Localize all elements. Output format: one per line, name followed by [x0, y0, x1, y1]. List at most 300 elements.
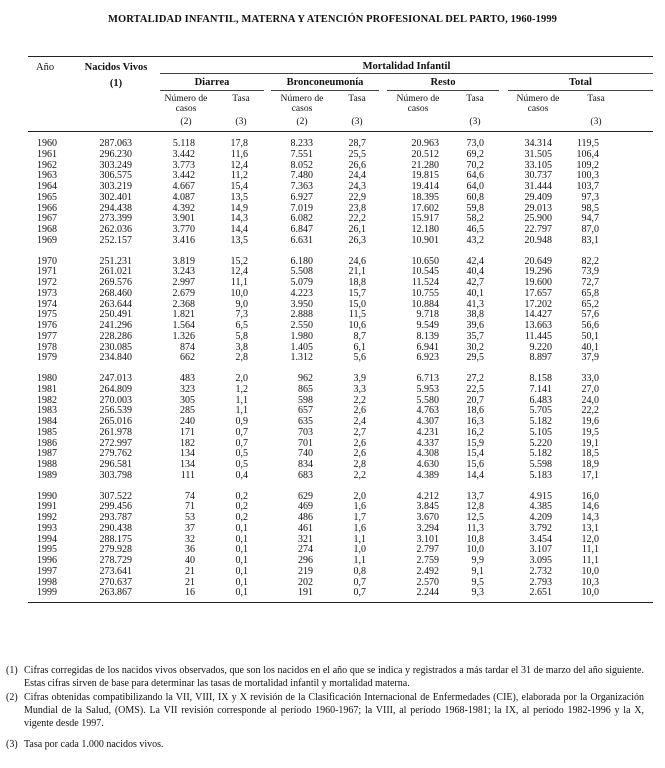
cell-year: 1973	[37, 287, 57, 299]
cell-live-births: 270.637	[99, 576, 132, 588]
cell-resto-rate: 60,8	[466, 191, 484, 203]
cell-resto-rate: 70,2	[466, 159, 484, 171]
cell-total-rate: 83,1	[581, 234, 599, 246]
cell-resto-cases: 21.280	[411, 159, 439, 171]
cell-live-births: 256.539	[99, 405, 132, 417]
cell-resto-rate: 9,5	[471, 576, 484, 588]
cell-bronco-cases: 962	[298, 373, 313, 384]
cell-total-rate: 56,6	[581, 320, 599, 331]
cell-total-cases: 3.792	[529, 522, 552, 534]
cell-resto-rate: 22,5	[466, 383, 484, 395]
table-row	[0, 332, 665, 343]
cell-diarrea-rate: 0,1	[235, 576, 248, 588]
table-row	[0, 353, 665, 364]
cell-bronco-rate: 2,7	[353, 426, 366, 438]
cell-live-births: 296.581	[99, 459, 132, 470]
subgroup-rule-resto	[387, 90, 499, 91]
cell-bronco-rate: 1,6	[353, 501, 366, 513]
page-title: MORTALIDAD INFANTIL, MATERNA Y ATENCIÓN PROFESIONAL DEL PARTO, 1960-1999	[107, 14, 558, 25]
cell-diarrea-rate: 1,2	[235, 383, 248, 395]
cell-total-rate: 22,2	[581, 405, 599, 417]
cell-live-births: 279.928	[99, 544, 132, 556]
cell-total-cases: 14.427	[524, 309, 552, 321]
cell-diarrea-cases: 53	[185, 512, 195, 523]
cell-diarrea-rate: 0,1	[235, 565, 248, 577]
cell-live-births: 269.576	[99, 277, 132, 288]
cell-total-rate: 12,0	[581, 533, 599, 545]
cell-bronco-cases: 740	[298, 448, 313, 460]
cell-year: 1979	[37, 352, 57, 364]
cell-year: 1985	[37, 426, 57, 438]
cell-total-cases: 5.220	[529, 437, 552, 449]
cell-total-cases: 5.182	[529, 448, 552, 460]
subheader-diarrea-cases: Número de casos	[164, 93, 208, 114]
cell-diarrea-rate: 14,4	[230, 224, 248, 235]
cell-bronco-cases: 1.405	[290, 341, 313, 353]
cell-diarrea-cases: 71	[185, 501, 195, 513]
cell-resto-cases: 4.212	[416, 490, 439, 502]
cell-total-rate: 87,0	[581, 224, 599, 235]
cell-diarrea-cases: 1.821	[172, 309, 195, 321]
header-group-bronconeumonia: Bronconeumonía	[286, 77, 364, 88]
cell-year: 1977	[37, 330, 57, 342]
cell-year: 1992	[37, 512, 57, 523]
cell-diarrea-rate: 0,1	[235, 587, 248, 599]
table-row	[0, 588, 665, 599]
cell-diarrea-rate: 0,4	[235, 469, 248, 481]
cell-bronco-cases: 219	[298, 565, 313, 577]
cell-bronco-cases: 7.551	[290, 148, 313, 160]
cell-resto-rate: 15,9	[466, 437, 484, 449]
cell-total-cases: 13.663	[524, 320, 552, 331]
cell-diarrea-rate: 12,4	[230, 159, 248, 171]
footnote-text: Cifras corregidas de los nacidos vivos observados, que son los nacidos en el año que se indica y registrados a más tardar el 31 de marzo del año siguiente. Estas cifras sirven de base para determinar las tasas de mortalidad infantil y mortalidad materna.	[24, 665, 644, 689]
cell-total-cases: 34.314	[524, 138, 552, 149]
cell-total-cases: 29.013	[524, 202, 552, 214]
cell-resto-cases: 4.308	[416, 448, 439, 460]
cell-diarrea-cases: 16	[185, 587, 195, 599]
subheader-diarrea-rate: Tasa	[232, 93, 250, 104]
mortality-group-rule	[160, 73, 653, 74]
cell-year: 1969	[37, 234, 57, 246]
cell-diarrea-cases: 240	[180, 416, 195, 427]
header-year: Año	[36, 62, 55, 73]
cell-diarrea-rate: 15,2	[230, 255, 248, 267]
cell-live-births: 293.787	[99, 512, 132, 523]
cell-total-rate: 82,2	[581, 255, 599, 267]
cell-bronco-cases: 7.019	[290, 202, 313, 214]
cell-total-cases: 3.095	[529, 555, 552, 566]
cell-resto-rate: 12,5	[466, 512, 484, 523]
cell-bronco-rate: 24,3	[348, 181, 366, 192]
cell-resto-rate: 40,4	[466, 266, 484, 278]
cell-bronco-cases: 461	[298, 522, 313, 534]
cell-resto-rate: 59,8	[466, 202, 484, 214]
cell-resto-cases: 4.389	[416, 469, 439, 481]
cell-total-rate: 27,0	[581, 383, 599, 395]
cell-live-births: 296.230	[99, 148, 132, 160]
cell-year: 1978	[37, 341, 57, 353]
cell-year: 1987	[37, 448, 57, 460]
cell-resto-rate: 12,8	[466, 501, 484, 513]
cell-bronco-rate: 1,1	[353, 533, 366, 545]
cell-bronco-cases: 7.363	[290, 181, 313, 192]
cell-resto-cases: 3.101	[416, 533, 439, 545]
cell-year: 1981	[37, 383, 57, 395]
cell-live-births: 279.762	[99, 448, 132, 460]
cell-bronco-cases: 8.233	[290, 138, 313, 149]
cell-bronco-cases: 865	[298, 383, 313, 395]
cell-diarrea-cases: 305	[180, 394, 195, 406]
cell-bronco-rate: 0,8	[353, 565, 366, 577]
cell-bronco-cases: 2.888	[290, 309, 313, 321]
footnote-number: (1)	[6, 665, 18, 676]
cell-bronco-rate: 1,1	[353, 555, 366, 566]
cell-resto-cases: 19.815	[411, 170, 439, 182]
cell-resto-cases: 6.713	[416, 373, 439, 384]
cell-resto-rate: 16,2	[466, 426, 484, 438]
cell-bronco-cases: 1.980	[290, 330, 313, 342]
cell-diarrea-rate: 13,5	[230, 234, 248, 246]
cell-bronco-rate: 25,5	[348, 148, 366, 160]
cell-resto-cases: 2.492	[416, 565, 439, 577]
cell-resto-rate: 39,6	[466, 320, 484, 331]
cell-bronco-rate: 24,6	[348, 255, 366, 267]
cell-diarrea-rate: 11,6	[230, 148, 248, 160]
cell-total-rate: 19,6	[581, 416, 599, 427]
footnote-text: Cifras obtenidas compatibilizando la VII, VIII, IX y X revisión de la Clasificación Internacional de Enfermedades (CIE), elaborada por la Organización Mundial de la Salud, (OMS). La VII revisión corresponde al período 1960-1967; la VIII, al período 1968-1981; la IX, al período 1982-1996 y la X, vigente desde 1997.	[24, 692, 644, 729]
table-row	[0, 385, 665, 396]
cell-total-rate: 13,1	[581, 522, 599, 534]
cell-bronco-rate: 1,6	[353, 522, 366, 534]
cell-resto-cases: 4.630	[416, 459, 439, 470]
cell-total-cases: 19.600	[524, 277, 552, 288]
cell-diarrea-cases: 32	[185, 533, 195, 545]
cell-year: 1999	[37, 587, 57, 599]
cell-bronco-rate: 1,7	[353, 512, 366, 523]
cell-bronco-cases: 598	[298, 394, 313, 406]
cell-resto-cases: 4.231	[416, 426, 439, 438]
cell-bronco-cases: 4.223	[290, 287, 313, 299]
cell-year: 1986	[37, 437, 57, 449]
cell-total-cases: 8.158	[529, 373, 552, 384]
cell-year: 1960	[37, 138, 57, 149]
cell-live-births: 263.867	[99, 587, 132, 599]
cell-resto-cases: 11.524	[411, 277, 439, 288]
cell-total-rate: 17,1	[581, 469, 599, 481]
cell-total-rate: 18,5	[581, 448, 599, 460]
cell-total-cases: 17.202	[524, 298, 552, 310]
cell-bronco-rate: 23,8	[348, 202, 366, 214]
cell-live-births: 230.085	[99, 341, 132, 353]
footnote-number: (2)	[6, 692, 18, 703]
cell-diarrea-rate: 0,7	[235, 426, 248, 438]
cell-diarrea-rate: 0,1	[235, 555, 248, 566]
cell-bronco-cases: 321	[298, 533, 313, 545]
cell-resto-rate: 14,4	[466, 469, 484, 481]
cell-year: 1998	[37, 576, 57, 588]
cell-diarrea-cases: 3.819	[172, 255, 195, 267]
subheader-bronco-rate: Tasa	[348, 93, 366, 104]
cell-diarrea-cases: 3.773	[172, 159, 195, 171]
cell-diarrea-rate: 2,8	[235, 352, 248, 364]
cell-total-rate: 10,0	[581, 565, 599, 577]
cell-live-births: 228.286	[99, 330, 132, 342]
cell-resto-rate: 38,8	[466, 309, 484, 321]
cell-total-rate: 16,0	[581, 490, 599, 502]
cell-live-births: 251.231	[99, 255, 132, 267]
cell-live-births: 270.003	[99, 394, 132, 406]
cell-total-cases: 6.483	[529, 394, 552, 406]
cell-live-births: 273.641	[99, 565, 132, 577]
cell-diarrea-rate: 11,1	[230, 277, 248, 288]
table-row	[0, 524, 665, 535]
cell-total-rate: 18,9	[581, 459, 599, 470]
cell-live-births: 299.456	[99, 501, 132, 513]
subheader-total-rate-note: (3)	[590, 116, 602, 127]
cell-bronco-rate: 2,2	[353, 394, 366, 406]
cell-resto-cases: 8.139	[416, 330, 439, 342]
cell-total-cases: 25.900	[524, 213, 552, 225]
header-live-births: Nacidos Vivos	[84, 62, 148, 73]
cell-resto-rate: 42,4	[466, 255, 484, 267]
cell-diarrea-cases: 4.667	[172, 181, 195, 192]
cell-total-cases: 31.505	[524, 148, 552, 160]
cell-bronco-rate: 3,9	[353, 373, 366, 384]
cell-bronco-cases: 6.082	[290, 213, 313, 225]
cell-total-rate: 103,7	[576, 181, 599, 192]
cell-resto-cases: 6.941	[416, 341, 439, 353]
cell-total-cases: 2.732	[529, 565, 552, 577]
cell-diarrea-rate: 7,3	[235, 309, 248, 321]
cell-bronco-cases: 683	[298, 469, 313, 481]
cell-live-births: 261.021	[99, 266, 132, 278]
cell-bronco-rate: 26,3	[348, 234, 366, 246]
cell-year: 1995	[37, 544, 57, 556]
cell-resto-rate: 10,8	[466, 533, 484, 545]
cell-bronco-cases: 6.631	[290, 234, 313, 246]
cell-year: 1983	[37, 405, 57, 417]
cell-year: 1974	[37, 298, 57, 310]
cell-total-cases: 4.385	[529, 501, 552, 513]
cell-bronco-rate: 8,7	[353, 330, 366, 342]
cell-bronco-rate: 3,3	[353, 383, 366, 395]
cell-bronco-rate: 22,9	[348, 191, 366, 203]
cell-resto-rate: 64,0	[466, 181, 484, 192]
subheader-bronco-cases: Número de casos	[280, 93, 324, 114]
cell-diarrea-rate: 12,4	[230, 266, 248, 278]
cell-year: 1980	[37, 373, 57, 384]
subheader-total-rate: Tasa	[587, 93, 605, 104]
cell-live-births: 278.729	[99, 555, 132, 566]
cell-resto-cases: 12.180	[411, 224, 439, 235]
cell-resto-rate: 64,6	[466, 170, 484, 182]
cell-year: 1966	[37, 202, 57, 214]
cell-diarrea-rate: 13,5	[230, 191, 248, 203]
cell-diarrea-rate: 15,4	[230, 181, 248, 192]
cell-bronco-rate: 18,8	[348, 277, 366, 288]
cell-resto-cases: 18.395	[411, 191, 439, 203]
cell-total-cases: 20.948	[524, 234, 552, 246]
cell-bronco-cases: 5.079	[290, 277, 313, 288]
cell-resto-cases: 2.759	[416, 555, 439, 566]
cell-live-births: 302.401	[99, 191, 132, 203]
cell-year: 1972	[37, 277, 57, 288]
cell-resto-rate: 11,3	[466, 522, 484, 534]
subheader-resto-rate-note: (3)	[469, 116, 481, 127]
cell-resto-cases: 4.763	[416, 405, 439, 417]
cell-total-rate: 37,9	[581, 352, 599, 364]
cell-resto-rate: 15,6	[466, 459, 484, 470]
cell-resto-rate: 9,3	[471, 587, 484, 599]
cell-bronco-rate: 15,7	[348, 287, 366, 299]
cell-resto-rate: 10,0	[466, 544, 484, 556]
cell-diarrea-cases: 3.442	[172, 170, 195, 182]
cell-bronco-rate: 26,6	[348, 159, 366, 171]
cell-resto-rate: 15,4	[466, 448, 484, 460]
cell-diarrea-rate: 5,8	[235, 330, 248, 342]
cell-bronco-rate: 2,6	[353, 405, 366, 417]
cell-resto-rate: 20,7	[466, 394, 484, 406]
cell-live-births: 265.016	[99, 416, 132, 427]
cell-diarrea-cases: 74	[185, 490, 195, 502]
cell-bronco-cases: 629	[298, 490, 313, 502]
cell-bronco-rate: 0,7	[353, 587, 366, 599]
cell-bronco-rate: 2,6	[353, 437, 366, 449]
cell-diarrea-cases: 40	[185, 555, 195, 566]
cell-live-births: 288.175	[99, 533, 132, 545]
cell-diarrea-cases: 662	[180, 352, 195, 364]
cell-bronco-cases: 703	[298, 426, 313, 438]
subgroup-rule-total	[508, 90, 653, 91]
cell-resto-rate: 41,3	[466, 298, 484, 310]
cell-bronco-rate: 22,2	[348, 213, 366, 225]
cell-total-cases: 5.598	[529, 459, 552, 470]
cell-bronco-cases: 6.847	[290, 224, 313, 235]
cell-resto-cases: 3.294	[416, 522, 439, 534]
cell-resto-rate: 46,5	[466, 224, 484, 235]
cell-bronco-cases: 191	[298, 587, 313, 599]
cell-diarrea-cases: 21	[185, 576, 195, 588]
footnote-text: Tasa por cada 1.000 nacidos vivos.	[24, 739, 164, 750]
cell-resto-cases: 2.570	[416, 576, 439, 588]
cell-resto-rate: 9,1	[471, 565, 484, 577]
header-group-resto: Resto	[430, 77, 456, 88]
cell-diarrea-cases: 36	[185, 544, 195, 556]
header-bottom-rule	[28, 131, 653, 132]
cell-bronco-rate: 2,8	[353, 459, 366, 470]
cell-year: 1971	[37, 266, 57, 278]
cell-bronco-rate: 21,1	[348, 266, 366, 278]
cell-resto-cases: 15.917	[411, 213, 439, 225]
cell-diarrea-cases: 21	[185, 565, 195, 577]
cell-total-rate: 19,1	[581, 437, 599, 449]
cell-diarrea-cases: 1.564	[172, 320, 195, 331]
cell-resto-cases: 2.797	[416, 544, 439, 556]
header-group-diarrea: Diarrea	[194, 77, 230, 88]
cell-total-rate: 14,6	[581, 501, 599, 513]
cell-diarrea-rate: 1,1	[235, 394, 248, 406]
cell-total-rate: 14,3	[581, 512, 599, 523]
cell-diarrea-rate: 10,0	[230, 287, 248, 299]
cell-diarrea-cases: 483	[180, 373, 195, 384]
cell-live-births: 264.809	[99, 383, 132, 395]
cell-bronco-cases: 657	[298, 405, 313, 417]
cell-diarrea-cases: 3.416	[172, 234, 195, 246]
cell-year: 1982	[37, 394, 57, 406]
cell-resto-rate: 9,9	[471, 555, 484, 566]
cell-bronco-cases: 6.927	[290, 191, 313, 203]
cell-total-cases: 29.409	[524, 191, 552, 203]
cell-total-cases: 30.737	[524, 170, 552, 182]
table-row	[0, 289, 665, 300]
cell-resto-cases: 6.923	[416, 352, 439, 364]
cell-diarrea-rate: 0,2	[235, 490, 248, 502]
cell-diarrea-cases: 3.243	[172, 266, 195, 278]
cell-bronco-cases: 7.480	[290, 170, 313, 182]
cell-resto-rate: 73,0	[466, 138, 484, 149]
cell-diarrea-cases: 2.997	[172, 277, 195, 288]
cell-total-rate: 65,8	[581, 287, 599, 299]
subheader-diarrea-rate-note: (3)	[235, 116, 247, 127]
cell-total-cases: 5.183	[529, 469, 552, 481]
cell-resto-cases: 3.670	[416, 512, 439, 523]
table-row	[0, 471, 665, 482]
cell-total-rate: 73,9	[581, 266, 599, 278]
cell-total-cases: 3.454	[529, 533, 552, 545]
cell-total-cases: 4.209	[529, 512, 552, 523]
cell-diarrea-rate: 0,7	[235, 437, 248, 449]
cell-bronco-rate: 2,2	[353, 469, 366, 481]
cell-total-rate: 10,0	[581, 587, 599, 599]
cell-bronco-rate: 24,4	[348, 170, 366, 182]
cell-total-rate: 109,2	[576, 159, 599, 171]
cell-resto-rate: 40,1	[466, 287, 484, 299]
cell-total-rate: 98,5	[581, 202, 599, 214]
cell-diarrea-cases: 323	[180, 383, 195, 395]
cell-year: 1965	[37, 191, 57, 203]
subheader-diarrea-cases-note: (2)	[180, 116, 192, 127]
cell-live-births: 273.399	[99, 213, 132, 225]
cell-diarrea-rate: 0,1	[235, 533, 248, 545]
cell-year: 1976	[37, 320, 57, 331]
cell-total-rate: 100,3	[576, 170, 599, 182]
cell-resto-rate: 29,5	[466, 352, 484, 364]
cell-diarrea-cases: 2.368	[172, 298, 195, 310]
cell-diarrea-rate: 0,5	[235, 448, 248, 460]
cell-total-cases: 19.296	[524, 266, 552, 278]
cell-year: 1993	[37, 522, 57, 534]
cell-total-cases: 22.797	[524, 224, 552, 235]
cell-bronco-cases: 486	[298, 512, 313, 523]
cell-year: 1970	[37, 255, 57, 267]
cell-resto-cases: 20.512	[411, 148, 439, 160]
cell-total-cases: 4.915	[529, 490, 552, 502]
cell-total-cases: 2.793	[529, 576, 552, 588]
cell-diarrea-rate: 14,3	[230, 213, 248, 225]
header-top-rule	[28, 56, 653, 57]
cell-live-births: 303.249	[99, 159, 132, 171]
cell-live-births: 272.997	[99, 437, 132, 449]
cell-resto-cases: 4.307	[416, 416, 439, 427]
cell-diarrea-rate: 0,9	[235, 416, 248, 427]
table-bottom-rule	[28, 602, 653, 603]
cell-bronco-rate: 26,1	[348, 224, 366, 235]
cell-bronco-cases: 274	[298, 544, 313, 556]
cell-total-rate: 24,0	[581, 394, 599, 406]
cell-total-cases: 20.649	[524, 255, 552, 267]
cell-resto-cases: 4.337	[416, 437, 439, 449]
